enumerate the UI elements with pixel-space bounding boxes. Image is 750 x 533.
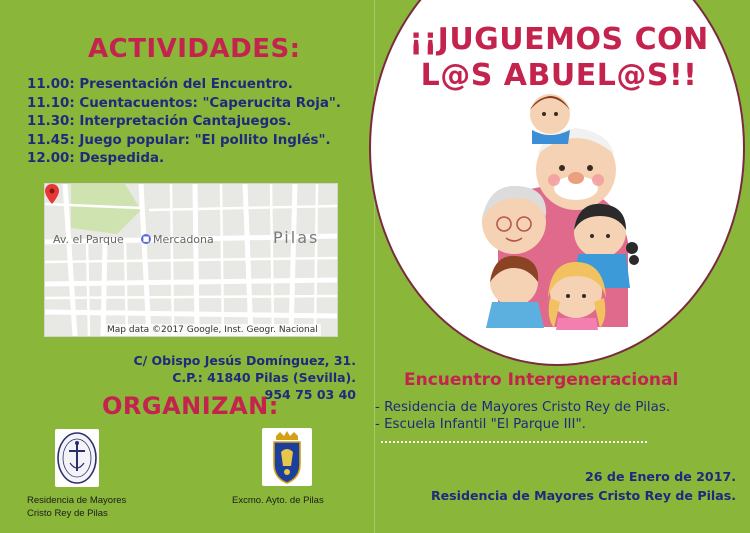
map-pin-icon[interactable] [45, 184, 59, 204]
address-street: C/ Obispo Jesús Domínguez, 31. [133, 353, 356, 368]
schedule-item: 11.30: Interpretación Cantajuegos. [27, 114, 292, 129]
schedule-item: 11.10: Cuentacuentos: "Caperucita Roja". [27, 95, 341, 111]
event-title: Encuentro Intergeneracional [404, 370, 679, 390]
map-streets [45, 184, 337, 336]
address-phone: 954 75 03 40 [264, 387, 356, 402]
event-footer [431, 467, 736, 505]
residence-seal-icon [55, 429, 99, 487]
fold-line [374, 0, 375, 533]
map-attribution: Map data ©2017 Google, Inst. Geogr. Nacional [104, 324, 321, 336]
partners-list [375, 400, 670, 433]
address-postal: C.P.: 41840 Pilas (Sevilla). [172, 370, 356, 385]
map-store-label: Mercadona [153, 233, 214, 246]
townhall-caption: Excmo. Ayto. de Pilas [232, 495, 324, 506]
coat-of-arms-icon [262, 428, 312, 486]
map-street-label: Av. el Parque [53, 233, 124, 246]
event-date: 26 de Enero de 2017. [585, 469, 736, 484]
shopping-bag-icon: ■ [142, 235, 150, 243]
headline-line2: L@S ABUEL@S!! [420, 58, 698, 93]
residence-caption-line2: Cristo Rey de Pilas [27, 508, 108, 519]
organizers-title: ORGANIZAN: [102, 392, 279, 420]
schedule-item: 11.45: Juego popular: "El pollito Inglés". [27, 132, 331, 148]
dotted-divider [381, 441, 647, 443]
map-town-label: Pilas [273, 228, 320, 247]
activities-schedule [27, 76, 341, 169]
schedule-item: 12.00: Despedida. [27, 151, 165, 166]
partner-item: - Residencia de Mayores Cristo Rey de Pilas. [375, 400, 671, 415]
residence-caption [27, 494, 126, 520]
event-venue: Residencia de Mayores Cristo Rey de Pilas. [430, 488, 736, 503]
schedule-item: 11.00: Presentación del Encuentro. [27, 77, 293, 92]
location-map [44, 183, 338, 337]
partner-item: - Escuela Infantil "El Parque III". [375, 416, 586, 432]
headline [386, 22, 732, 94]
residence-caption-line1: Residencia de Mayores [27, 495, 127, 506]
family-hug-illustration [458, 92, 654, 332]
headline-line1: ¡¡JUGUEMOS CON [409, 22, 709, 57]
activities-title: ACTIVIDADES: [88, 34, 301, 64]
